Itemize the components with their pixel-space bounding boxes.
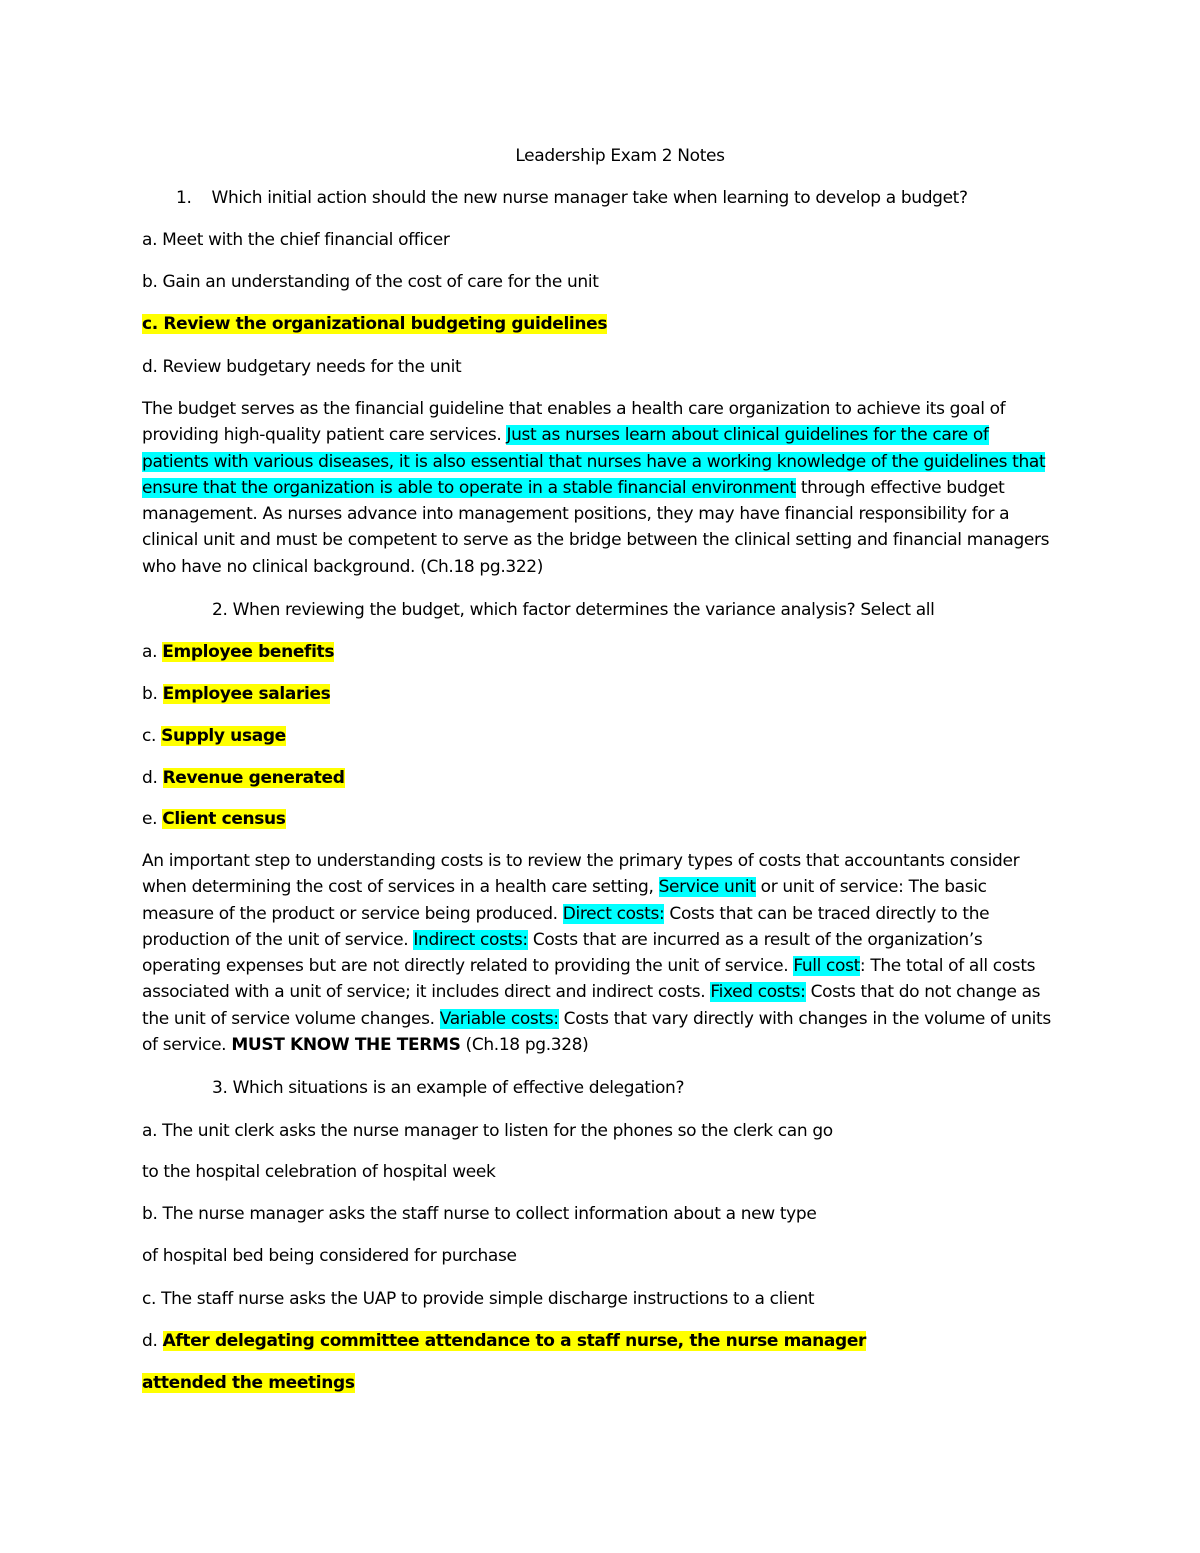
q2-answer-b: Employee salaries <box>162 684 331 704</box>
page-title: Leadership Exam 2 Notes <box>515 146 725 166</box>
term-variable-costs: Variable costs: <box>439 1008 559 1029</box>
q1-explanation-part3: through effective budget management. As nurses advance into management positions, they may have financial responsibility for a clinical unit and must be competent to serve as the bridge between the clinical setting and financial managers who have no clinical background. (Ch.18 pg.322) <box>142 477 1050 577</box>
q3-option-a-line2: to the hospital celebration of hospital week <box>142 1162 496 1182</box>
q3-option-d-line2 <box>142 1370 1062 1396</box>
q2-reference: (Ch.18 pg.328) <box>465 1035 589 1056</box>
q2-option-c: c. Supply usage <box>142 726 286 746</box>
q2-option-b: b. Employee salaries <box>142 684 331 704</box>
term-direct-costs: Direct costs: <box>562 903 665 924</box>
q2-explanation: An important step to understanding costs is to review the primary types of costs that accountants consider when determining the cost of services in a health care setting, Service unit or unit of service: The basic measure of the product or service being produced. Direct costs: Costs that can be traced directly to the production of the unit of service. Indirect costs: Costs that are incurred as a result of the organization’s operating expenses but are not directly related to providing the unit of service. Full cost: The total of all costs associated with a unit of service; it includes direct and indirect costs. Fixed costs: Costs that do not change as the unit of service volume changes. Variable costs: Costs that vary directly with changes in the volume of units of service. MUST KNOW THE TERMS (Ch.18 pg.328) <box>142 851 1051 1056</box>
q3-option-c: c. The staff nurse asks the UAP to provide simple discharge instructions to a client <box>142 1289 815 1309</box>
q1-explanation-part1: The budget serves as the financial guideline that enables a health care organization to achieve its goal of providing high-quality patient care services. <box>142 399 1006 446</box>
q3-option-d-line1: d. After delegating committee attendance to a staff nurse, the nurse manager <box>142 1331 867 1351</box>
q2-answer-a: Employee benefits <box>162 642 335 662</box>
question-1-number: 1. <box>176 188 192 208</box>
q1-correct-answer: c. Review the organizational budgeting guidelines <box>142 314 608 334</box>
q3-option-a-line1: a. The unit clerk asks the nurse manager to listen for the phones so the clerk can go <box>142 1121 833 1141</box>
q1-explanation-highlight: Just as nurses learn about clinical guidelines for the care of patients with various diseases, it is also essential that nurses have a working knowledge of the guidelines that ensure that the organization is able to operate in a stable financial environment <box>142 425 1046 498</box>
term-indirect-costs: Indirect costs: <box>413 929 528 950</box>
q2-option-a: a. Employee benefits <box>142 642 335 662</box>
q2-answer-e: Client census <box>162 809 286 829</box>
q3-option-b-line2: of hospital bed being considered for purchase <box>142 1246 517 1266</box>
term-fixed-costs: Fixed costs: <box>710 982 806 1003</box>
q1-option-a: a. Meet with the chief financial officer <box>142 230 450 250</box>
must-know-note: MUST KNOW THE TERMS <box>231 1035 461 1056</box>
term-full-cost: Full cost <box>793 956 860 977</box>
q1-option-b: b. Gain an understanding of the cost of care for the unit <box>142 272 599 292</box>
q1-explanation <box>142 396 1058 580</box>
q3-option-b-line1: b. The nurse manager asks the staff nurse to collect information about a new type <box>142 1204 817 1224</box>
question-2: 2. When reviewing the budget, which factor determines the variance analysis? Select all <box>212 600 935 620</box>
q2-answer-d: Revenue generated <box>162 768 345 788</box>
q2-answer-c: Supply usage <box>161 726 286 746</box>
q1-option-d: d. Review budgetary needs for the unit <box>142 357 462 377</box>
q3-correct-answer-cont: attended the meetings <box>142 1373 355 1393</box>
question-1 <box>176 185 1096 211</box>
q3-correct-answer: After delegating committee attendance to a staff nurse, the nurse manager <box>162 1331 867 1351</box>
q2-option-e: e. Client census <box>142 809 286 829</box>
question-1-text: Which initial action should the new nurse manager take when learning to develop a budget? <box>211 188 968 208</box>
term-service-unit: Service unit <box>658 877 756 898</box>
q1-option-c <box>142 311 1062 337</box>
q2-option-d: d. Revenue generated <box>142 768 345 788</box>
question-3: 3. Which situations is an example of effective delegation? <box>212 1078 685 1098</box>
